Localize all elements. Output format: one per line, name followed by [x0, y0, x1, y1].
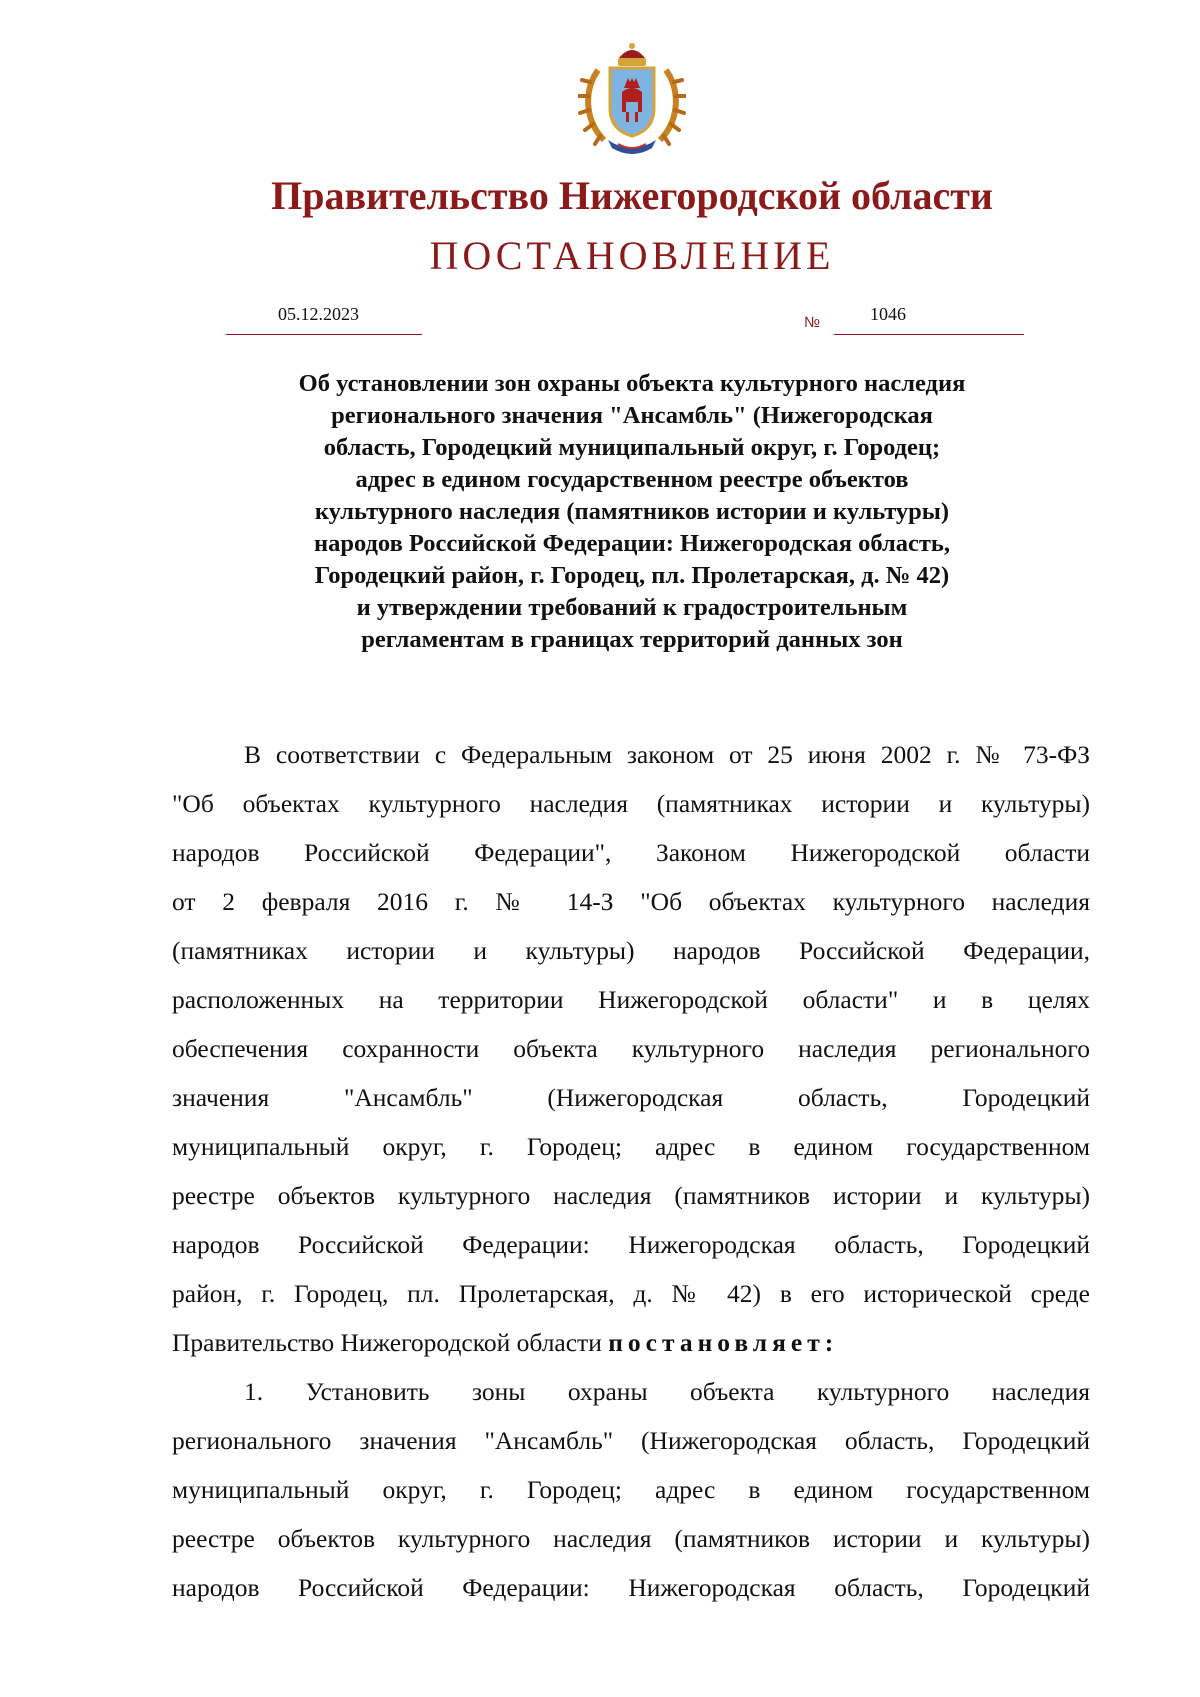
coat-of-arms-icon — [578, 40, 686, 158]
date-field — [226, 304, 422, 335]
document-body — [172, 730, 1090, 1612]
item-line: 1. Установить зоны охраны объекта культурного наследия — [244, 1377, 1090, 1406]
body-line: значения "Ансамбль" (Нижегородская область, Городецкий — [172, 1083, 1090, 1112]
heading-line: народов Российской Федерации: Нижегородская область, — [314, 530, 950, 557]
number-sign: № — [804, 314, 821, 331]
heading-line: регламентам в границах территорий данных зон — [361, 626, 903, 653]
heading-line: адрес в едином государственном реестре объектов — [355, 466, 909, 493]
body-line: "Об объектах культурного наследия (памятниках истории и культуры) — [172, 789, 1090, 818]
body-line: муниципальный округ, г. Городец; адрес в едином государственном — [172, 1132, 1090, 1161]
document-heading — [180, 368, 1084, 656]
heading-line: Городецкий район, г. Городец, пл. Пролетарская, д. № 42) — [314, 562, 950, 589]
number-field — [834, 304, 1024, 335]
decree-line — [172, 1318, 1090, 1367]
body-line: обеспечения сохранности объекта культурного наследия регионального — [172, 1034, 1090, 1063]
heading-line: регионального значения "Ансамбль" (Нижегородская — [331, 402, 933, 429]
government-title: Правительство Нижегородской области — [271, 173, 993, 218]
decree-prefix: Правительство Нижегородской области — [172, 1328, 609, 1357]
date-value: 05.12.2023 — [278, 304, 359, 324]
heading-line: культурного наследия (памятников истории и культуры) — [314, 498, 950, 525]
number-value: 1046 — [870, 304, 906, 324]
body-line: (памятниках истории и культуры) народов Российской Федерации, — [172, 936, 1090, 965]
body-line: народов Российской Федерации", Законом Нижегородской области — [172, 838, 1090, 867]
item-line: муниципальный округ, г. Городец; адрес в едином государственном — [172, 1475, 1090, 1504]
heading-line: область, Городецкий муниципальный округ, г. Городец; — [323, 434, 941, 461]
body-line: реестре объектов культурного наследия (памятников истории и культуры) — [172, 1181, 1090, 1210]
document-type: ПОСТАНОВЛЕНИЕ — [429, 233, 835, 278]
item-line: реестре объектов культурного наследия (памятников истории и культуры) — [172, 1524, 1090, 1553]
heading-line: Об установлении зон охраны объекта культурного наследия — [298, 370, 966, 397]
heading-line: и утверждении требований к градостроительным — [356, 594, 908, 621]
body-line: от 2 февраля 2016 г. № 14-З "Об объектах культурного наследия — [172, 887, 1090, 916]
body-line: В соответствии с Федеральным законом от 25 июня 2002 г. № 73-ФЗ — [244, 740, 1090, 769]
body-line: народов Российской Федерации: Нижегородская область, Городецкий — [172, 1230, 1090, 1259]
item-line: народов Российской Федерации: Нижегородская область, Городецкий — [172, 1573, 1090, 1602]
decree-word: постановляет: — [608, 1328, 839, 1357]
body-line: расположенных на территории Нижегородской области" и в целях — [172, 985, 1090, 1014]
item-line: регионального значения "Ансамбль" (Нижегородская область, Городецкий — [172, 1426, 1090, 1455]
body-line: район, г. Городец, пл. Пролетарская, д. № 42) в его исторической среде — [172, 1279, 1090, 1308]
